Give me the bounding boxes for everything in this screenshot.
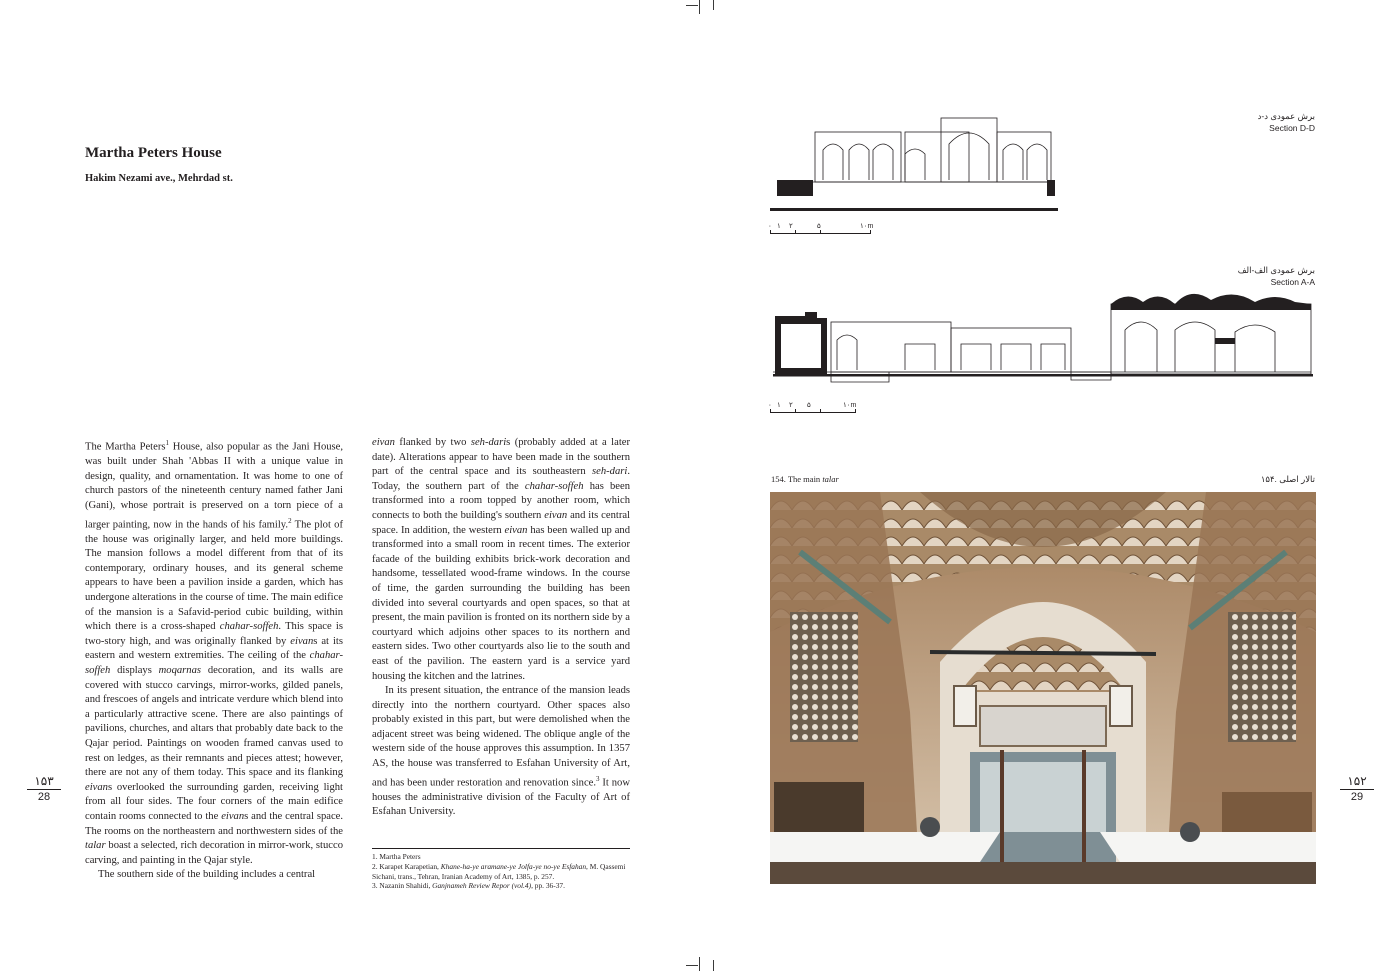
page-number-left-en: 28 (37, 791, 51, 803)
dd-scale-0: ۰ (768, 223, 772, 230)
section-dd-drawing (765, 110, 1065, 240)
body-column-2 (372, 436, 630, 820)
section-aa-label (1238, 264, 1315, 288)
dd-scale-2: ۲ (789, 223, 793, 230)
section-aa-label-en: Section A-A (1270, 277, 1315, 287)
crop-mark-bottom-h (686, 965, 698, 966)
paragraph-2: The southern side of the building includes a central (98, 869, 316, 881)
aa-scale-0: ۰ (768, 402, 772, 409)
page-number-right-rule (1340, 789, 1374, 790)
article-subtitle: Hakim Nezami ave., Mehrdad st. (85, 173, 233, 184)
aa-scale-10: ۱۰m (843, 402, 857, 409)
page-number-left (27, 775, 61, 803)
crop-mark-bottom-left (699, 957, 700, 971)
footnote-rule (372, 848, 630, 849)
page-number-right-fa: ۱۵۲ (1347, 774, 1367, 788)
body-column-1 (85, 436, 343, 883)
section-dd-label-en: Section D-D (1269, 123, 1315, 133)
section-aa-label-fa: برش عمودی الف-الف (1237, 265, 1315, 275)
aa-scale-2: ۲ (789, 402, 793, 409)
aa-scale-1: ۱ (777, 402, 781, 409)
paragraph-1: The Martha Peters$^1$ House, also popular as the Jani House, was built under Shah 'Abbas II with a unique value in design, quality, and ornamentation. It was home to one of church pastors of the nineteenth century named father Jani (Gani), whose portrait is preserved on a torn piece of a larger painting, now in the hands of his family.$^2$ The plot of the house was originally larger, and held more buildings. The mansion follows a model different from that of its contemporary, ordinary houses, and its general scheme appears to have been a pavilion inside a garden, which has undergone alterations in the course of time. The main edifice of the mansion is a Safavid-period cubic building, within which there is a cross-shaped chahar-soffeh. This space is two-story high, and was originally flanked by eivans at its eastern and western extremities. The ceiling of the chahar-soffeh displays moqarnas decoration, and its walls are covered with stucco carvings, mirror-works, gilded panels, and frescoes of angels and intricate verdure which blend into a particularly attractive scene. There are also paintings of pavilions, churches, and altars that probably date back to the Qajar period. Paintings on wooden framed canvas used to rest on ledges, as their remnants and pieces attest; however, there are not any of them today. This space and its flanking eivans overlooked the surrounding garden, receiving light from all four sides. The four corners of the main edifice contain rooms connected to the eivans and the central space. The rooms on the northeastern and northwestern sides of the talar boast a selected, rich decoration in mirror-work, stucco carving, and painting in the Qajar style. (85, 439, 344, 866)
dd-scale-10: ۱۰m (860, 223, 874, 230)
footnotes (372, 852, 632, 891)
page-number-right-en: 29 (1350, 791, 1364, 803)
page-number-right (1340, 775, 1374, 803)
aa-scale-5: ۵ (807, 402, 811, 409)
page-number-left-rule (27, 789, 61, 790)
paragraph-3: eivan flanked by two seh-daris (probably added at a later date). Alterations appear to have been made in the southern part of the central space and its southeastern seh-dari. Today, the southern part of the chahar-soffeh has been transformed into a room topped by another room, which connects to both the building's southern eivan and its central space. In addition, the western eivan has been walled up and transformed into a small room in recent times. The exterior facade of the building exhibits brick-work decoration and handsome, tessellated wood-frame windows. In the course of time, the garden surrounding the building has been divided into several courtyards and open spaces, so that at present, the main pavilion is fronted on its northern side by a courtyard which adjoins other spaces to its northern and eastern sides. Two other courtyards also lie to the south and east of the pavilion. The eastern yard is a service yard housing the kitchen and the latrines. (372, 437, 631, 682)
dd-scale-5: ۵ (817, 223, 821, 230)
section-dd-label-fa: برش عمودی د-د (1257, 111, 1315, 121)
photo-caption-en: 154. The main talar (771, 474, 839, 484)
section-aa-drawing (765, 288, 1316, 418)
article-title: Martha Peters House (85, 145, 222, 161)
crop-mark-bottom-right (713, 960, 714, 971)
crop-mark-top-h (686, 5, 698, 6)
dd-scale-1: ۱ (777, 223, 781, 230)
paragraph-4: In its present situation, the entrance of the mansion leads directly into the northern courtyard. Other spaces also probably existed in this part, but were demolished when the adjacent street was being widened. The oblique angle of the western side of the house approves this assumption. In 1357 AS, the house was transferred to Esfahan University of Art, and has been under restoration and renovation since.$^3$ It now houses the administrative division of the Faculty of Art of Esfahan University. (372, 685, 630, 818)
crop-mark-top-right (713, 0, 714, 10)
crop-mark-top-left (699, 0, 700, 14)
talar-photo (770, 492, 1316, 884)
section-dd-label (1258, 110, 1315, 134)
footnote-2: 2. Karapet Karapetian, Khane-ha-ye aramane-ye Jolfa-ye no-ye Esfahan, M. Qassemi Sichani, trans., Tehran, Iranian Academy of Art, 1385, p. 257. (372, 861, 626, 881)
photo-caption-fa: ۱۵۴. تالار اصلی (1260, 474, 1315, 484)
footnote-1: 1. Martha Peters (372, 852, 421, 861)
page-number-left-fa: ۱۵۳ (34, 774, 54, 788)
footnote-3: 3. Nazanin Shahidi, Ganjnameh Review Repor (vol.4), pp. 36-37. (372, 881, 565, 891)
